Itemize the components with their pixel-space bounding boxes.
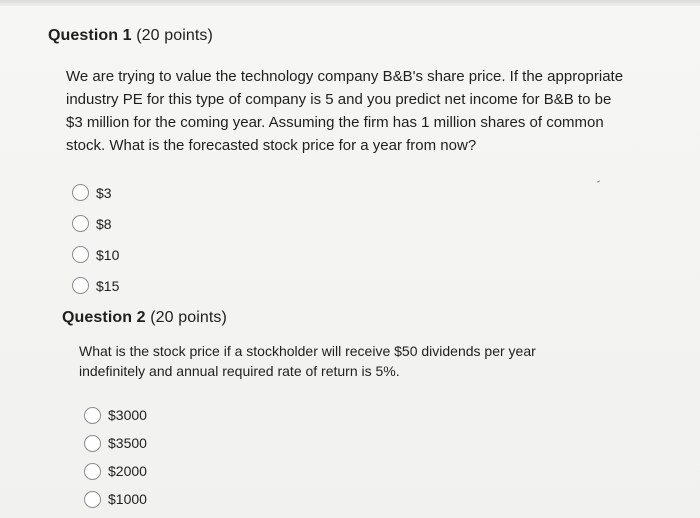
option-label: $2000: [108, 463, 147, 479]
question-1-options: [72, 177, 658, 301]
question-1: [48, 26, 658, 301]
question-2-option-1000[interactable]: [84, 485, 622, 513]
option-label: $8: [96, 215, 112, 232]
question-1-option-8[interactable]: [72, 208, 658, 239]
question-1-option-15[interactable]: [72, 270, 658, 301]
question-2-label: Question 2: [62, 309, 146, 326]
question-2: [62, 308, 622, 513]
question-2-option-2000[interactable]: [84, 457, 622, 485]
option-label: $3000: [108, 407, 147, 423]
option-label: $3500: [108, 435, 147, 451]
question-1-label: Question 1: [48, 27, 132, 44]
question-1-points: (20 points): [136, 27, 213, 44]
question-1-title: [48, 26, 658, 46]
radio-button-icon[interactable]: [84, 463, 101, 480]
option-label: $1000: [108, 491, 147, 507]
question-2-text: What is the stock price if a stockholder will receive $50 dividends per year indefinitely and annual required rate of return is 5%.: [79, 343, 536, 379]
option-label: $3: [96, 184, 112, 201]
radio-button-icon[interactable]: [72, 246, 89, 263]
question-2-points: (20 points): [150, 309, 227, 326]
radio-button-icon[interactable]: [72, 184, 89, 201]
question-1-option-3[interactable]: [72, 177, 658, 208]
option-label: $15: [96, 277, 120, 294]
radio-button-icon[interactable]: [84, 491, 101, 508]
radio-button-icon[interactable]: [72, 277, 89, 294]
option-label: $10: [96, 246, 120, 263]
radio-button-icon[interactable]: [72, 215, 89, 232]
question-2-title: [62, 308, 622, 328]
question-2-options: [84, 401, 622, 513]
question-1-text: We are trying to value the technology company B&B's share price. If the appropriate industry PE for this type of company is 5 and you predict net income for B&B to be $3 million for the coming year. Assuming the firm has 1 million shares of common stock. What is the forecasted stock price for a year from now?: [66, 68, 624, 154]
top-divider: [0, 0, 700, 6]
radio-button-icon[interactable]: [84, 435, 101, 452]
radio-button-icon[interactable]: [84, 407, 101, 424]
question-2-option-3000[interactable]: [84, 401, 622, 429]
question-2-option-3500[interactable]: [84, 429, 622, 457]
question-1-option-10[interactable]: [72, 239, 658, 270]
